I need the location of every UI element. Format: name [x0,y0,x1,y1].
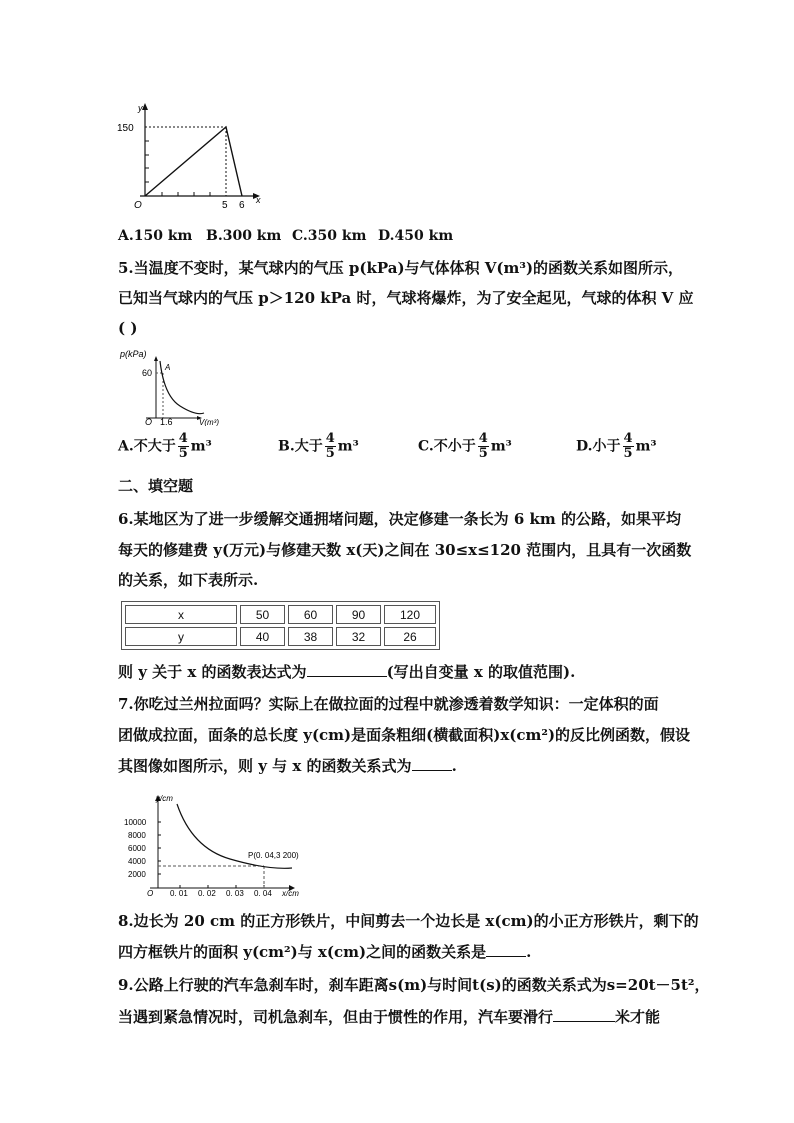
q7-stem-line3-prefix: 其图像如图所示，则 y 与 x 的函数关系式为 [118,757,412,775]
fraction-numerator: 4 [478,431,488,446]
q7-graph-y-tick: 6000 [128,844,146,853]
q4-graph-ylabel: y [138,103,143,113]
q4-option-b[interactable]: B.300 km [206,228,282,244]
q8-stem-line1: 8.边长为 20 cm 的正方形铁片，中间剪去一个边长是 x(cm)的小正方形铁片，剩下的 [118,912,699,930]
q9-stem-line1: 9.公路上行驶的汽车急刹车时，刹车距离s(m)与时间t(s)的函数关系式为s=20t－5t²， [118,976,710,994]
q8-stem-line2 [118,942,531,962]
q5-option-d[interactable] [576,432,657,461]
section-title-fill-in: 二、填空题 [118,477,194,495]
fraction-denominator: 5 [478,446,488,461]
q5-graph-origin: O [145,417,153,426]
q6-stem-line1: 6.某地区为了进一步缓解交通拥堵问题，决定修建一条长为 6 km 的公路，如果平均 [118,510,682,528]
q5-stem-line1: 5.当温度不变时，某气球内的气压 p(kPa)与气体体积 V(m³)的函数关系如图所示， [118,259,684,277]
table-cell: 38 [288,627,333,646]
fraction-denominator: 5 [325,446,335,461]
q7-graph-y-tick: 10000 [124,818,147,827]
table-cell: 50 [240,605,285,624]
fraction-numerator: 4 [623,431,633,446]
q7-stem-line3-suffix: . [451,757,457,775]
q5-graph-ylabel: p(kPa) [120,349,147,359]
q5-graph-xlabel: V(m³) [199,418,219,426]
q4-option-d[interactable]: D.450 km [378,228,454,244]
q7-graph-x-tick: 0. 02 [198,889,216,898]
q7-stem-line1: 7.你吃过兰州拉面吗？实际上在做拉面的过程中就渗透着数学知识：一定体积的面 [118,695,659,713]
q4-graph-x-tick-6: 6 [239,200,245,211]
q5-option-a-prefix: A.不大于 [118,438,176,455]
q7-graph-point-p: P(0. 04,3 200) [248,851,299,860]
q9-stem-line2-suffix: 米才能 [615,1008,661,1026]
table-cell: 60 [288,605,333,624]
q5-option-a-fraction [178,432,189,461]
q7-answer-blank[interactable] [412,756,452,771]
fraction-numerator: 4 [325,431,335,446]
q5-option-d-unit: m³ [635,438,657,455]
q6-answer-prefix: 则 y 关于 x 的函数表达式为 [118,663,307,681]
q6-answer-line [118,662,575,682]
q5-graph-point-a: A [165,363,171,372]
table-row [125,605,436,624]
q5-graph-x-tick: 1.6 [160,417,173,426]
table-row [125,627,436,646]
fraction-denominator: 5 [623,446,633,461]
q8-stem-line2-suffix: . [526,943,532,961]
q5-graph-y-tick: 60 [142,368,153,378]
q4-graph-xlabel: x [256,195,261,205]
q6-stem-line3: 的关系，如下表所示. [118,571,259,589]
q7-graph-y-tick: 8000 [128,831,146,840]
fraction-numerator: 4 [178,431,188,446]
q4-graph-x-tick-5: 5 [222,200,228,211]
q7-noodle-graph [120,790,320,898]
q5-option-d-prefix: D.小于 [576,438,621,455]
q5-option-b-prefix: B.大于 [278,438,323,455]
q7-graph-x-tick: 0. 04 [254,889,272,898]
q9-answer-blank[interactable] [553,1007,615,1022]
q5-stem-line3: ( ) [118,319,138,337]
q9-stem-line2-prefix: 当遇到紧急情况时，司机急刹车，但由于惯性的作用，汽车要滑行 [118,1008,554,1026]
q6-answer-blank[interactable] [307,662,387,677]
q9-stem-line2 [118,1007,660,1027]
fraction-denominator: 5 [178,446,188,461]
table-cell: x [125,605,237,624]
q6-stem-line2: 每天的修建费 y(万元)与修建天数 x(天)之间在 30≤x≤120 范围内，且具有一次函数 [118,541,692,559]
q7-graph-ylabel: y/cm [156,794,173,803]
q5-option-d-fraction [623,432,634,461]
table-cell: 40 [240,627,285,646]
q4-graph-y-tick: 150 [117,123,134,134]
q5-option-b-fraction [325,432,336,461]
q7-stem-line2: 团做成拉面，面条的总长度 y(cm)是面条粗细(横截面积)x(cm²)的反比例函数，假设 [118,726,691,744]
q6-answer-suffix: (写出自变量 x 的取值范围). [386,663,576,681]
q7-graph-xlabel: x/cm [282,889,299,898]
table-cell: 26 [384,627,436,646]
q7-graph-origin: O [147,889,154,898]
table-cell: 32 [336,627,381,646]
q5-option-c-unit: m³ [490,438,512,455]
q5-option-a-unit: m³ [190,438,212,455]
q7-graph-y-tick: 2000 [128,870,146,879]
q5-option-c-prefix: C.不小于 [418,438,476,455]
q5-option-b[interactable] [278,432,359,461]
q5-pressure-graph [118,346,230,426]
q7-graph-y-tick: 4000 [128,857,146,866]
q5-option-c[interactable] [418,432,512,461]
q6-data-table [121,601,440,650]
q8-answer-blank[interactable] [486,942,526,957]
table-cell: 90 [336,605,381,624]
q4-option-a[interactable]: A.150 km [118,228,193,244]
q4-distance-graph [112,100,262,212]
q7-stem-line3 [118,756,457,776]
q4-option-c[interactable]: C.350 km [292,228,367,244]
table-cell: y [125,627,237,646]
q7-graph-x-tick: 0. 01 [170,889,188,898]
q5-option-a[interactable] [118,432,212,461]
q5-option-b-unit: m³ [337,438,359,455]
q5-stem-line2: 已知当气球内的气压 p＞120 kPa 时，气球将爆炸，为了安全起见，气球的体积 V 应 [118,289,694,307]
table-cell: 120 [384,605,436,624]
q8-stem-line2-prefix: 四方框铁片的面积 y(cm²)与 x(cm)之间的函数关系是 [118,943,487,961]
q7-graph-x-tick: 0. 03 [226,889,244,898]
q4-graph-origin: O [134,200,142,211]
q5-option-c-fraction [478,432,489,461]
